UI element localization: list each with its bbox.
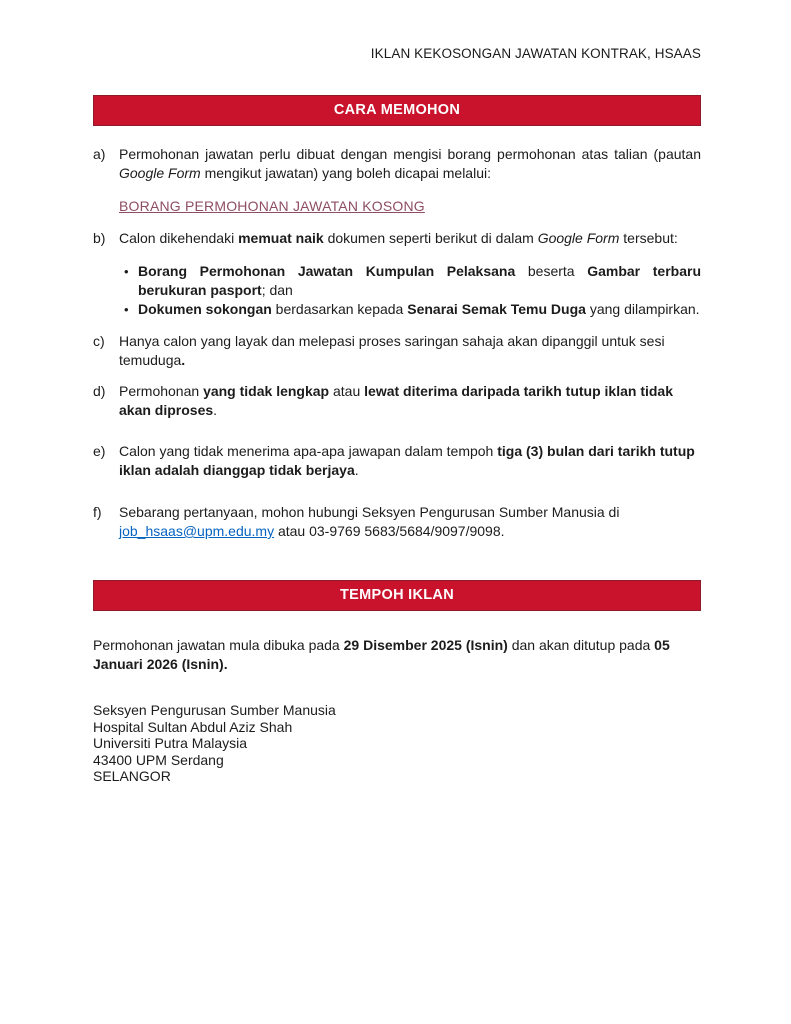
list-item-c [93,332,701,370]
bullet-item-text: Borang Permohonan Jawatan Kumpulan Pelaksana beserta Gambar terbaru berukuran pasport; dan [138,263,701,298]
address-block [93,702,701,785]
list-item-label: c) [93,333,105,349]
form-link-row [119,197,701,216]
list-item-text: Hanya calon yang layak dan melepasi proses saringan sahaja akan dipanggil untuk sesi temuduga. [119,333,665,368]
bullet-item-text: Dokumen sokongan berdasarkan kepada Senarai Semak Temu Duga yang dilampirkan. [138,301,700,317]
list-item-e [93,442,701,480]
list-item-text: Calon yang tidak menerima apa-apa jawapan dalam tempoh tiga (3) bulan dari tarikh tutup iklan adalah dianggap tidak berjaya. [119,443,695,478]
list-item-text: Permohonan jawatan perlu dibuat dengan mengisi borang permohonan atas talian (pautan Google Form mengikut jawatan) yang boleh dicapai melalui: [119,146,701,181]
document-header: IKLAN KEKOSONGAN JAWATAN KONTRAK, HSAAS [370,46,701,61]
borang-permohonan-link[interactable]: BORANG PERMOHONAN JAWATAN KOSONG [119,198,425,214]
section-banner-tempoh-iklan [93,580,701,611]
banner-title-tempoh-iklan: TEMPOH IKLAN [340,587,454,603]
bullet-item [124,300,701,319]
email-link[interactable]: job_hsaas@upm.edu.my [119,523,275,539]
list-item-a [93,145,701,183]
list-item-label: b) [93,230,106,246]
bullet-icon: • [124,302,129,317]
list-item-b [93,229,701,248]
section-banner-cara-memohon [93,95,701,126]
list-item-label: e) [93,443,106,459]
address-line: 43400 UPM Serdang [93,751,224,768]
address-line: Hospital Sultan Abdul Aziz Shah [93,718,293,735]
address-line: Seksyen Pengurusan Sumber Manusia [93,702,336,718]
sub-bullet-list [119,262,701,319]
tempoh-iklan-paragraph: Permohonan jawatan mula dibuka pada 29 Disember 2025 (Isnin) dan akan ditutup pada 05 Januari 2026 (Isnin). [93,637,670,672]
list-item-d [93,382,701,420]
address-line: Universiti Putra Malaysia [93,735,248,751]
list-item-label: f) [93,504,102,520]
list-item-text: Calon dikehendaki memuat naik dokumen seperti berikut di dalam Google Form tersebut: [119,230,678,246]
banner-title-cara-memohon: CARA MEMOHON [333,102,461,118]
address-line: SELANGOR [93,768,171,784]
list-item-text: Sebarang pertanyaan, mohon hubungi Seksyen Pengurusan Sumber Manusia di job_hsaas@upm.edu.my atau 03-9769 5683/5684/9097/9098. [119,504,620,539]
list-item-f [93,503,701,541]
bullet-item [124,262,701,300]
list-item-label: d) [93,383,106,399]
list-item-label: a) [93,146,106,162]
bullet-icon: • [124,264,129,279]
list-item-text: Permohonan yang tidak lengkap atau lewat diterima daripada tarikh tutup iklan tidak akan diproses. [119,383,673,418]
